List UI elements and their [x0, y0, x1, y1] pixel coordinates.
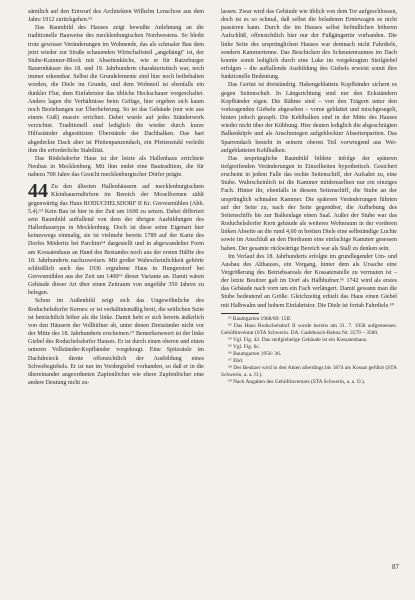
right-column	[221, 8, 397, 386]
section-paragraph	[28, 180, 204, 297]
footnote: ⁶⁷ Ebd.	[228, 357, 244, 364]
footnote: ⁶⁵ Vgl. Fig. 6c.	[228, 343, 261, 350]
paragraph: Das Gerüst ist dreiständrig. Hakengeblattete Kopfbänder sichern es gegen Seitenschub. In Längsrichtung sind nur den Eckständern Kopfbänder eigen. Die Rähme sind – von den Trägern unter den vorkragenden Giebeln abgesehen – vorne geblattet und mischgesegelt, hinten jedoch gezapft. Die Kehlbalken sind in der Mitte des Hauses wieder nicht über der Kübbung. Hier deuten lediglich die abgeschrägten Balkenköpfe und als Anschmiegen aufgeblockter Abseitenpartien. Das Sparrendach besteht in seinem oberen Teil vorwiegend aus Wei-aufgeblatteten Kehlbalken.	[221, 82, 397, 154]
paragraph: Im Verlauf des 18. Jahrhunderts erfolgte im grundlegender Um- und Ausbau des Althauses, ein Vorgang, hinter dem als Ursache eine Vergrößerung des Betriebsareals der Kossatenstelle zu vermuten ist – der letzte Besitzer galt im Dorf als Halbhufner.⁶⁶ 1742 wird als erstes das Gebäude nach vorn um ein Fach verlängert. Damit gewann man die Stube bedeutend an Größe. Gleichzeitig erhielt das Haus einen Giebel mit Halbwalm und hohem Einfahrtstor. Die Diele ist fortab Fahrdiele.⁶⁹	[221, 253, 397, 309]
left-column	[28, 8, 204, 387]
paragraph: Das Raumbild des Hauses zeigt bewußte Anlehnung an die traditionelle Bauweise des mecklenburgischen Nordwestens. So bleibt trotz gewisser Veränderungen im Wohnende, das als schmaler Bau dem jetzt wieder zur Straße schauenden Wirtschaftsteil „angehängt" ist, der Stube-Kammer-Block mit Abseitenküche, wie er für Ratzeburger Bauernhäuser des 18. und 19. Jahrhunderts charakteristisch war, noch immer erkennbar. Selbst die Grundelemente sind hier noch beibehalten worden, die Diele im Grunde, und dem Wohnteil ist ebenfalls ein dunkler Flur, dem Einfahrtstor das übliche Heckschauer vorgeschaltet. Anders lagen die Verhältnisse beim Gefüge, hier ergeben sich kaum noch Beziehungen zur Überlieferung. So ist das Gebäude (nur wie aus einem Guß) massiv errichtet. Dabei wurde auf jedes Ständerwerk verzichtet. Traditionell sind lediglich die wieder durch kurze Hilfsständer abgestützten Überstände der Dachbalken. Das hart abgedeckte Dach aber ist Pfettenpanzendach, ein Pfettenstuhl verleiht ihm die erforderliche Stabilität.	[28, 25, 204, 154]
section-text: Zu den ältesten Hallenhäusern auf mecklenburgischem Kleinbauerndörfern im Bereich der Moselformen zählt gegenwärtig das Haus RODUCHELSDORF II Kr. Grevesmühlen (Abb. 5.4).⁶³ Kein Bau ist hier in der Zeit um 1600 zu setzen. Dabei differiert sein Raumbild auffallend von dem der übrigen Ausbildungen des Hallenhaustyps in Mecklenburg. Doch ist diese seine Eigenart hier keineswegs einmalig, sie ist vielmehr bereits 1789 auf der Karte des Dorfes Möderitz bei Parchim⁶⁴ dargestellt und in abgewandelter Form am Kossatenhaus an Hand des Bestandes noch aus der ersten Hälfte des 18. Jahrhunderts nachzuweisen. Mit großer Wahrscheinlichkeit gehörte schließlich auch das 1936 ergrabene Haus in Hungerstorf bei Grevesmühlen aus der Zeit um 1400⁶⁵ dieser Variante an. Damit wären Gebäude dieser Art über einen Zeitraum von ungefähr 350 Jahren zu belegen.	[28, 184, 204, 297]
page-number: 87	[392, 563, 399, 571]
paragraph: sämtlich auf den Entwurf des Architekten Wilhelm Lenschow aus dem Jahre 1912 zurückgehen.⁶²	[28, 9, 204, 24]
footnote: ⁶⁸ Der Besitzer wird in den Akten allerdings bis 1874 als Kossat geführt (STA Schwerin, a. a. O.).	[221, 364, 397, 378]
footnote-divider	[221, 313, 259, 314]
paragraph: Das Rödelsdorfer Haus ist der letzte als Hallenhaus errichtete Neubau in Mecklenburg. Mit ihm endet eine Bautradition, die für nahezu 700 Jahre das Gesicht mecklenburgischer Dörfer prägte.	[28, 155, 204, 179]
section-number: 44	[28, 180, 48, 203]
footnote: ⁶³ Das Haus Roduchelsdorf II wurde bereits am 31. 7. 1958 aufgemessen. Gehöftinventar (STA Schwerin. DA. Gadebusch-Rehna Nr. 3579 – 3580.	[221, 322, 397, 336]
footnote: ⁶⁶ Baumgarten 1956: 36.	[228, 350, 282, 357]
paragraph: Das ursprüngliche Raumbild bildete infolge der späteren tiefgreifenden Veränderungen in Einzelheiten hypothetisch. Gesichert erscheint in jedem Falle das rechte Seitenschiff, der Aufsahrt zu, eine Stube. Wahrscheinlich ist die Kammer mitdemselben nur ein einziges Fach. Hinter ihr, ebenfalls in diesem Seitenschiff, die Stube an der ursprünglich schmalen Kammer. Die späteren Veränderungen führten auf der Seite zu, nach der Seite gegenüber, die Aufhebung des Seitenschiffs bis zur Balkenlage einen Saal. Außer der Stube war das Roduchelsdorfer Kern gebäude als weiteres Wohnraum in der vorderen linken Abseite an die rund 4,60 m breiten Diele eine selbständige Luchte sowie im Anschluß an den Herdraum eine einfachige Kammer gesessen haben. Der gesamte rückwärtige Bereich war als Stall zu denken sein.	[221, 155, 397, 252]
paragraph: Schon im Außenbild zeigt sich das Ungewöhnliche des Roduchelsdorfer Kernes: er ist verhältnismäßig breit, die seitlichen Seite ist beträchtlich höher als die linke. Damit hebt er sich bereits äußerlich von den Häusern der Vollhüfner ab, unter denen Dreiständer nicht vor der Mitte des 18. Jahrhunderts erscheinen.⁶⁷ Bemerkenswert ist der linke Giebel des Roduchelsdorfer Hauses. Er ist durch einen oberen und einen unteren Vollständer-Kopfbänder vorgekragt. Eine Spitzsäule im Dachdreieck diente offensichtlich der Ausbildung eines Schwebegiebels. Er ist nur im Vordergiebel vorhanden, so daß er in die übereinander angeordneten Zapfenlöcher wie ehere Zapfenlöcher eine andere Deutung nicht zu-	[28, 298, 204, 387]
paragraph: lassen. Zwar wird das Gebäude wie üblich von dem Tor aufgeschlossen, doch ist es so schmal, daß selbst die beladenen Erntewagen es nicht passieren kann. Durch die im Hauses selbst befindlichen höheren Aufschlüß, offensichtlich hier nur der Fußgängertür vorhanden. Die linke Seite des ursprünglichen Hauses war demnach nicht Fahrdiele, sondern Kammertenne. Das Beschicken des Scheunenraumes im Dach konnte somit lediglich durch eine Luke im vorgekragten Steilgiebel erfolgen – die auffallende Ausbildung des Giebels erweist somit ihre funktionelle Bedeutung.	[221, 9, 397, 81]
footnote: ⁶⁹ Nach Angaben des Gehöftinventars (STA Schwerin, a. a. O.).	[228, 378, 366, 385]
footnote: ⁶² Baumgarten 1968/69: 15ff.	[228, 315, 292, 322]
footnote: ⁶⁴ Vgl. Fig. 42. Das steilgiebelige Gebäude ist ein Kossatenhaus.	[228, 336, 368, 343]
